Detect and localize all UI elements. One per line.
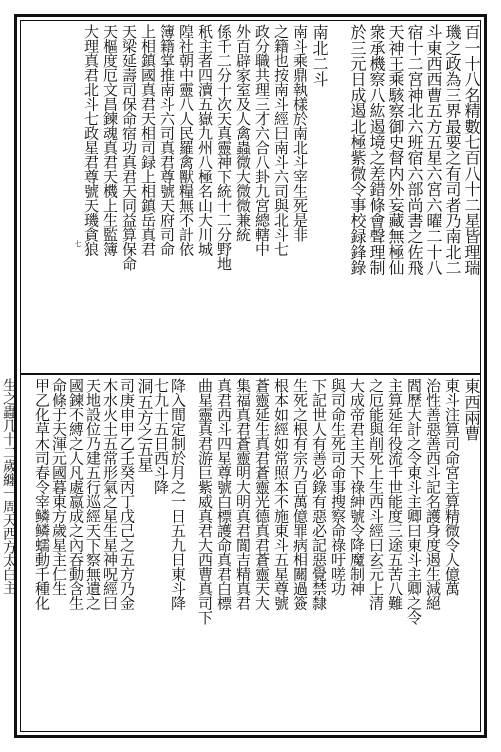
text-column: 南斗乘鼎執樣於南北斗宰生死是非 [291,24,309,242]
text-column: 蒼靈延生真君蒼靈光德真君蒼靈天大 [253,378,271,610]
half-divider [20,373,481,375]
text-column: 下記世人有善必錄有惡必記惡覺禁隸 [310,378,328,610]
text-column: 司庚申甲乙壬癸丙丁戊己之五方乃金 [118,378,136,610]
text-column: 與司命生死司命事搜察命祿吁嗟功 [329,378,347,596]
text-column: 閻歷大計之令東斗主卿曰東斗主卿之令 [405,378,423,625]
text-column: 東斗注算司命宮主算精微令人億萬 [443,378,461,596]
text-column: 外百辟家室及人禽蟲微大微微兼統 [234,24,252,242]
text-column: 於三元日成遏北極紫微令事校録鋒錄 [348,24,367,276]
text-column: 百一十八名精數七百八十二星皆理瑞 [462,24,481,276]
text-column: 大成帝君主天下祿紳號令降魔制神 [348,378,366,596]
text-column: 衆承機察八紘遏境之差錯條會聲理制 [367,24,386,276]
text-column: 璣之政為三界最要之有司者乃南北二 [443,24,462,276]
text-column: 天神王乘駭察御史督内外妄藏無極仙 [386,24,405,276]
text-column: 秖主者四瀆五嶽九州八極名山大川城 [196,24,214,256]
text-column: 斗東西西曹五方五星六宮六曜二十八 [424,24,443,276]
text-column: 木水火土五常形氣之星生星神呪經曰 [101,378,119,610]
text-column: 國鍊不縛之人凡處嬴成之內吞動含生 [67,378,85,610]
text-column: 天梁延壽司保命宿功真君天同益算保命 [120,24,138,271]
text-column: 上相鎮國真君天相司録上相鎮岳真君 [139,24,157,256]
text-column: 簿籍掌推南斗六司真君尊號天府司命 [158,24,176,256]
section-heading: 東西兩曹 [462,378,481,441]
text-column: 政分職共理三才六合八卦九宮總轄中 [253,24,271,256]
text-column: 生之蟲几十二歲纏一周天西方太白主 [1,378,17,594]
text-column: 係千二分十次天真靈神下統十二分野地 [215,24,233,271]
text-column: 甲乙化草木司春令宰鳞鳞蠕動千種化 [33,378,51,610]
interlinear-note: 七 [74,240,82,247]
text-column: 之籍也按南斗經曰南斗六司與北斗七 [272,24,290,256]
section-heading: 洞五方之五星 [135,378,154,473]
text-column: 真君西斗四星尊號白標護命真君白標 [215,378,233,610]
text-column: 七九十五日西斗降 [152,378,170,494]
text-column: 曲星靈真君游巨紫威真君大西曹真司下 [196,378,214,625]
section-heading: 南北二斗 [310,24,329,87]
text-column: 降入間定制於月之一日五九日東斗降 [169,378,187,610]
text-column: 根本如經如常照本不施東斗五星尊號 [272,378,290,610]
text-column: 集福真君蒼靈明大明真君閬吉精真君 [234,378,252,610]
text-column: 天地設位乃建五行巡經天下察無遺之 [84,378,102,610]
text-column: 生死之根有宗乃百萬億罪病相關過簽 [291,378,309,610]
text-column: 宿十二宮神北六班宿六部尚書之佐飛 [405,24,424,276]
text-column: 命條于天渾元國暮東方歲星主仁生 [50,378,68,596]
text-column: 大理真君北斗七政星君尊號天璣貪狼 [82,24,100,256]
text-column: 之厄能與削死上生西斗經曰玄元上清 [367,378,385,610]
text-column: 隍社朝中靈八人民羅禽獸糧無不計依 [177,24,195,256]
text-column: 治性善惡善西斗記名護身度遏生減絕 [424,378,442,610]
text-column: 主算延年役流千世能度三途五苦八難 [386,378,404,610]
text-column: 天樞度厄文昌鍊魂真君天機上生監簿 [101,24,119,256]
